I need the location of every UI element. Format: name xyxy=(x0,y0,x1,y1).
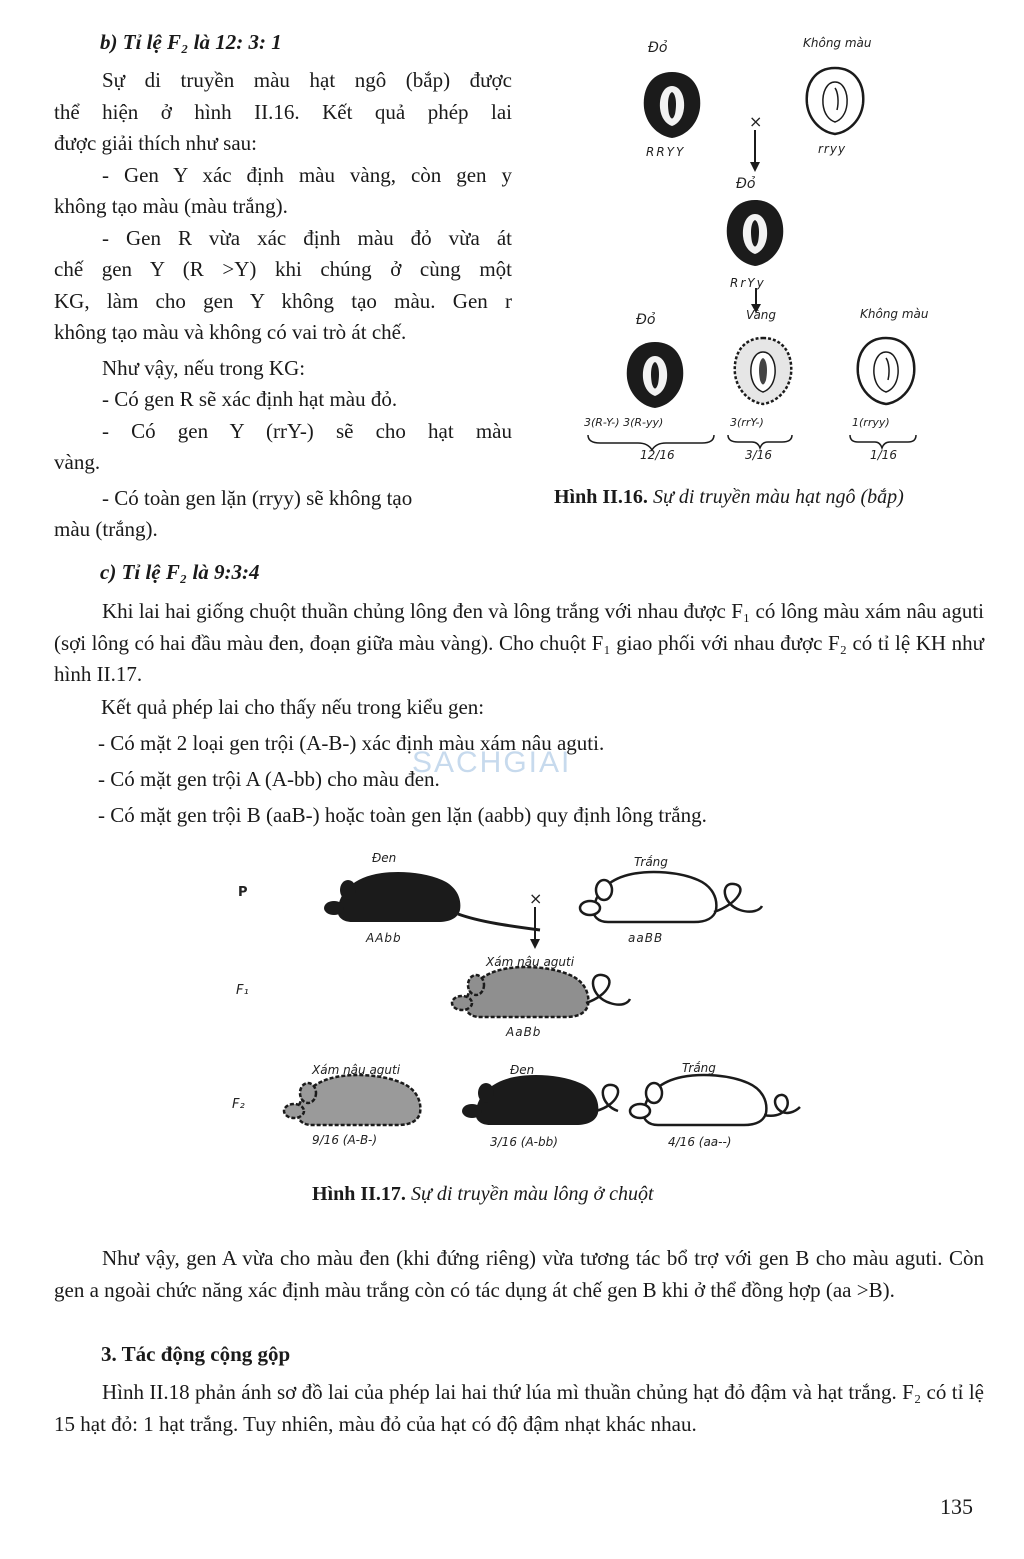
f2-red-ratio: 12/16 xyxy=(640,448,675,462)
f2-white-label: Trắng xyxy=(682,1061,716,1075)
row-label-f1: F₁ xyxy=(236,983,249,998)
figure-corn-inheritance xyxy=(554,30,1000,510)
white-mouse-p xyxy=(580,872,762,922)
text-line: được giải thích như sau: xyxy=(54,131,257,155)
figure-16-caption xyxy=(554,486,904,509)
text-line: Như vậy, nếu trong KG: xyxy=(102,355,306,380)
conclusion-paragraph: Như vậy, gen A vừa cho màu đen (khi đứng riêng) vừa tương tác bổ trợ với gen B cho màu aguti. Còn gen a ngoài chức năng xác định màu trắng còn có tác dụng át chế gen B khi ở thể đồng hợp (aa >B). xyxy=(54,1246,984,1302)
white-kernel-p xyxy=(807,68,864,134)
f2-red-label: Đỏ xyxy=(636,312,656,328)
brace xyxy=(728,435,792,448)
white-kernel-f2 xyxy=(858,338,915,404)
f2-white-genotype: 1(rryy) xyxy=(852,416,890,429)
f1-label: Xám nâu aguti xyxy=(486,955,575,969)
text-line: Sự di truyền màu hạt ngô (bắp) được xyxy=(102,68,512,92)
text-line: chế gen Y (R >Y) khi chúng ở cùng một xyxy=(54,257,512,281)
agouti-mouse-f2 xyxy=(284,1075,420,1125)
watermark: SACHGIAI xyxy=(412,746,572,779)
section-b-heading: b) Tỉ lệ F₂ là 12: 3: 1 xyxy=(100,30,282,54)
section-c-para2: Kết quả phép lai cho thấy nếu trong kiểu gen: xyxy=(101,695,485,719)
f2-white-ratio: 1/16 xyxy=(870,448,897,462)
page-number: 135 xyxy=(940,1494,973,1519)
f2-agouti-genotype: 9/16 (A-B-) xyxy=(312,1133,378,1147)
f1-genotype: AaBb xyxy=(506,1025,542,1039)
yellow-kernel-f2 xyxy=(735,338,792,404)
caption-text: Sự di truyền màu lông ở chuột xyxy=(410,1183,654,1205)
red-kernel-p xyxy=(644,72,701,138)
p-left-label: Đen xyxy=(372,851,397,865)
p-left-label: Đỏ xyxy=(648,40,668,56)
text-line: thể hiện ở hình II.16. Kết quả phép lai xyxy=(54,99,512,124)
arrow-head xyxy=(530,939,540,949)
black-mouse-p xyxy=(324,872,543,930)
figure-mouse-inheritance xyxy=(220,845,820,1225)
row-label-f2: F₂ xyxy=(232,1097,245,1112)
text-line: - Có gen R sẽ xác định hạt màu đỏ. xyxy=(102,387,398,411)
text-line: không tạo màu và không có vai trò át chế. xyxy=(54,320,407,344)
f2-agouti-label: Xám nâu aguti xyxy=(312,1063,401,1077)
p-right-label: Trắng xyxy=(634,855,668,869)
corn-diagram xyxy=(560,30,1000,470)
text-line: - Gen Y xác định màu vàng, còn gen y xyxy=(102,162,512,187)
section-3-heading: 3. Tác động cộng gộp xyxy=(101,1342,291,1366)
text-line: không tạo màu (màu trắng). xyxy=(54,194,288,218)
p-right-label: Không màu xyxy=(803,36,872,50)
text-line: - Có toàn gen lặn (rryy) sẽ không tạo xyxy=(102,485,413,510)
text-line: màu (trắng). xyxy=(54,517,158,541)
caption-number: Hình II.17. xyxy=(312,1183,406,1205)
section-3-paragraph: Hình II.18 phản ánh sơ đồ lai của phép lai hai thứ lúa mì thuần chủng hạt đỏ đậm và hạt trắng. F₂ có tỉ lệ 15 hạt đỏ: 1 hạt trắng. Tuy nhiên, màu đỏ của hạt có độ đậm nhạt khác nhau. xyxy=(54,1380,984,1436)
p-right-genotype: aaBB xyxy=(628,931,664,945)
bullet-item: - Có mặt gen trội A (A-bb) cho màu đen. xyxy=(98,767,440,791)
text-line: KG, làm cho gen Y không tạo màu. Gen r xyxy=(54,288,512,313)
arrow-head xyxy=(750,162,760,172)
p-right-genotype: rryy xyxy=(818,142,847,156)
cross-sign: × xyxy=(529,889,543,908)
agouti-mouse-f1 xyxy=(452,967,630,1017)
row-label-p: P xyxy=(238,885,248,900)
text-line: vàng. xyxy=(54,450,101,474)
section-b-body xyxy=(54,65,512,546)
text-line: - Gen R vừa xác định màu đỏ vừa át xyxy=(102,225,512,250)
black-mouse-f2 xyxy=(462,1075,618,1125)
f2-yellow-label: Vàng xyxy=(746,308,777,322)
bullet-item: - Có mặt gen trội B (aaB-) hoặc toàn gen lặn (aabb) quy định lông trắng. xyxy=(98,803,707,827)
f2-red-genotype: 3(R-Y-) 3(R-yy) xyxy=(584,416,664,429)
f2-black-genotype: 3/16 (A-bb) xyxy=(490,1135,558,1149)
f1-genotype: RrYy xyxy=(730,276,766,290)
section-c-para1: Khi lai hai giống chuột thuần chủng lông đen và lông trắng với nhau được F₁ có lông màu xám nâu aguti (sợi lông có hai đầu màu đen, đoạn giữa màu vàng). Cho chuột F₁ giao phối với nhau được F₂ có tỉ lệ KH như hình II.17. xyxy=(54,599,984,686)
f2-yellow-ratio: 3/16 xyxy=(745,448,772,462)
figure-17-caption xyxy=(312,1183,654,1206)
bullet-item: - Có mặt 2 loại gen trội (A-B-) xác định màu xám nâu aguti. xyxy=(98,731,605,755)
brace xyxy=(850,435,916,448)
caption-number: Hình II.16. xyxy=(554,486,648,508)
f1-label: Đỏ xyxy=(736,176,756,192)
text-line: - Có gen Y (rrY-) sẽ cho hạt màu xyxy=(102,418,512,443)
f2-white-label: Không màu xyxy=(860,307,929,321)
p-left-genotype: RRYY xyxy=(646,145,686,159)
f2-yellow-genotype: 3(rrY-) xyxy=(730,416,764,429)
p-left-genotype: AAbb xyxy=(366,931,402,945)
white-mouse-f2 xyxy=(630,1075,800,1125)
section-c-heading: c) Tỉ lệ F₂ là 9:3:4 xyxy=(100,560,260,584)
f2-white-genotype: 4/16 (aa--) xyxy=(668,1135,732,1149)
mouse-diagram xyxy=(220,845,820,1165)
f2-black-label: Đen xyxy=(510,1063,535,1077)
red-kernel-f1 xyxy=(727,200,784,266)
caption-text: Sự di truyền màu hạt ngô (bắp) xyxy=(652,486,904,508)
red-kernel-f2 xyxy=(627,342,684,408)
cross-sign: × xyxy=(749,112,763,131)
